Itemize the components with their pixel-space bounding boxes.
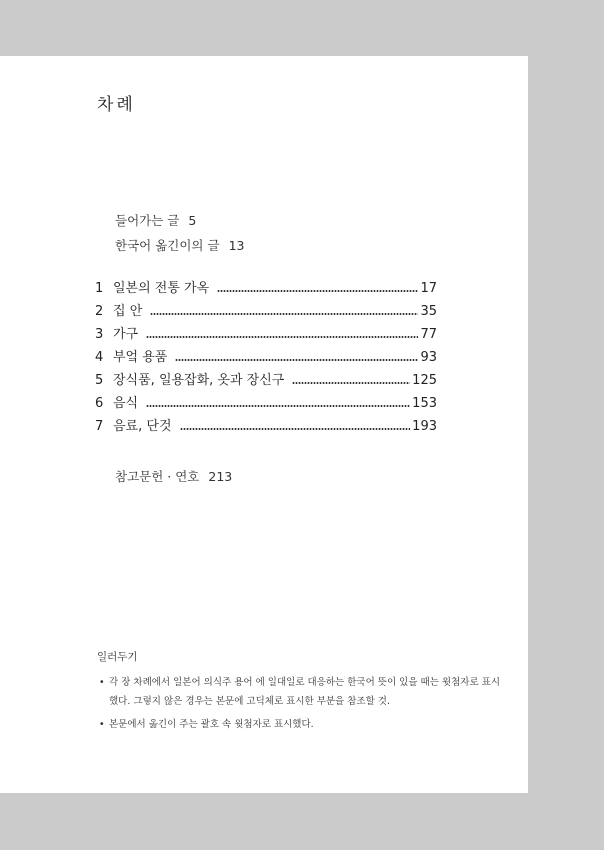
chapter-title: 가구 [113, 327, 139, 342]
bullet: • [99, 719, 105, 730]
table-of-contents [95, 277, 437, 438]
chapter-number: 4 [95, 350, 104, 365]
chapter-page: 153 [412, 396, 437, 411]
page-title: 차례 [97, 95, 136, 115]
dot-leader [217, 290, 418, 292]
front-matter-item [115, 211, 196, 229]
bullet: • [99, 677, 105, 688]
dot-leader [292, 382, 410, 384]
note-line: 했다. 그렇지 않은 경우는 본문에 고딕체로 표시한 부분을 참조할 것. [109, 696, 390, 707]
dot-leader [175, 359, 418, 361]
chapter-number: 5 [95, 373, 104, 388]
chapter-page: 125 [412, 373, 437, 388]
chapter-page: 17 [420, 281, 437, 296]
dot-leader [146, 405, 410, 407]
chapter-number: 7 [95, 419, 104, 434]
toc-row [95, 300, 437, 323]
note-line: 각 장 차례에서 일본어 의식주 용어 에 일대일로 대응하는 한국어 뜻이 있을 때는 윗첨자로 표시 [109, 677, 501, 688]
back-matter-item [115, 467, 232, 485]
chapter-page: 35 [420, 304, 437, 319]
note-line: 본문에서 옮긴이 주는 괄호 속 윗첨자로 표시했다. [109, 719, 314, 730]
note-item [97, 715, 517, 734]
toc-row [95, 415, 437, 438]
note-item [97, 673, 517, 711]
chapter-title: 부엌 용품 [113, 350, 168, 365]
front-matter-title: 한국어 옮긴이의 글 [115, 238, 220, 253]
chapter-title: 집 안 [113, 304, 143, 319]
dot-leader [146, 336, 418, 338]
toc-row [95, 277, 437, 300]
front-matter-page: 5 [188, 213, 197, 228]
front-matter-title: 들어가는 글 [115, 213, 180, 228]
front-matter-page: 13 [228, 238, 245, 253]
chapter-page: 93 [420, 350, 437, 365]
front-matter-item [115, 236, 244, 254]
chapter-title: 일본의 전통 가옥 [113, 281, 210, 296]
toc-row [95, 369, 437, 392]
dot-leader [150, 313, 418, 315]
toc-row [95, 323, 437, 346]
chapter-title: 음료, 단것 [113, 419, 172, 434]
chapter-page: 193 [412, 419, 437, 434]
chapter-page: 77 [420, 327, 437, 342]
chapter-number: 1 [95, 281, 104, 296]
book-page [0, 56, 528, 793]
notes-heading: 일러두기 [97, 651, 138, 663]
back-matter-title: 참고문헌 · 연호 [115, 469, 200, 484]
toc-row [95, 392, 437, 415]
back-matter-page: 213 [208, 469, 233, 484]
chapter-number: 2 [95, 304, 104, 319]
editorial-notes [97, 649, 517, 734]
toc-row [95, 346, 437, 369]
dot-leader [180, 428, 411, 430]
chapter-title: 음식 [113, 396, 139, 411]
chapter-number: 6 [95, 396, 104, 411]
chapter-title: 장식품, 일용잡화, 옷과 장신구 [113, 373, 285, 388]
chapter-number: 3 [95, 327, 104, 342]
